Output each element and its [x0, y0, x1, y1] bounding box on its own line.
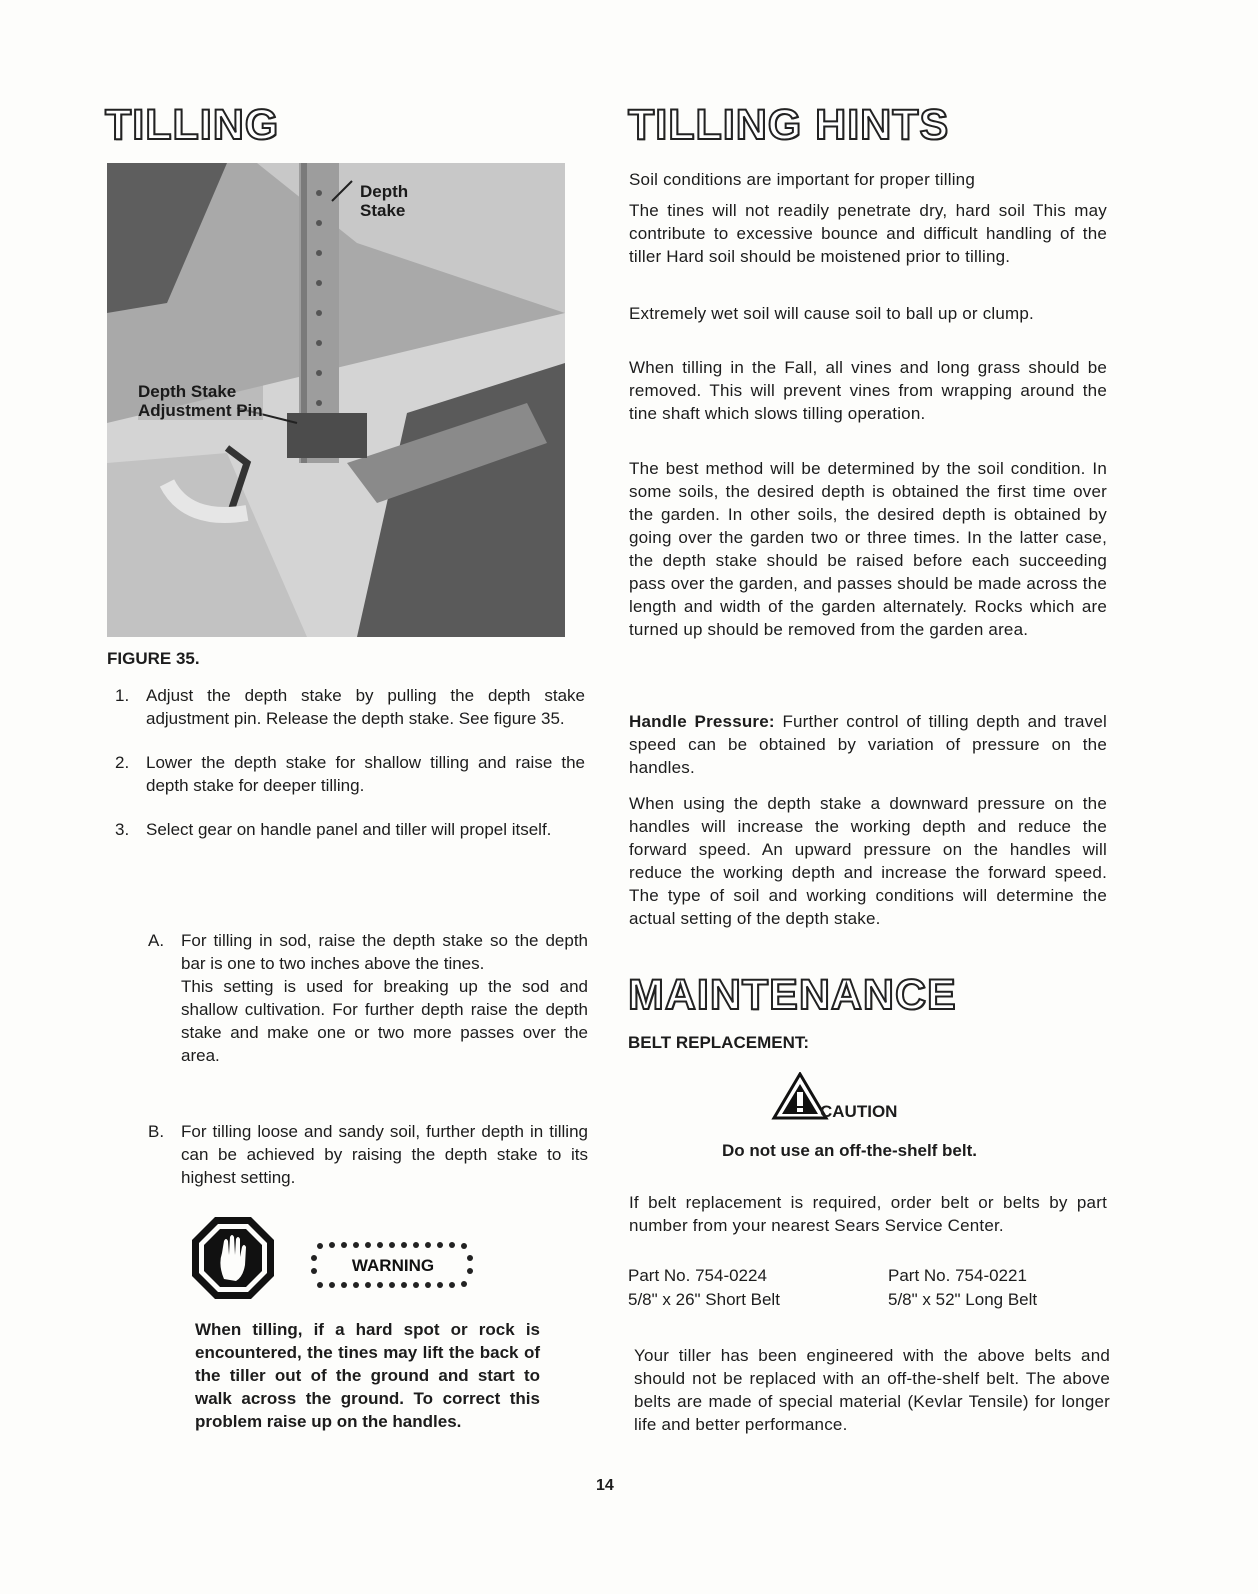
warning-label: WARNING: [351, 1256, 435, 1275]
warning-badge: [308, 1238, 478, 1292]
substep-letter: B.: [148, 1122, 165, 1141]
step-number: 3.: [115, 820, 130, 839]
part-item: [888, 1264, 1037, 1312]
tilling-steps: [115, 684, 585, 862]
belt-order-text: If belt replacement is required, order belt or belts by part number from your nearest Sears Service Center.: [629, 1193, 1107, 1235]
maintenance-title: MAINTENANCE: [628, 971, 957, 1019]
figure-caption: FIGURE 35.: [107, 649, 200, 668]
handle-pressure-paragraph: [629, 710, 1107, 779]
step-number: 1.: [115, 686, 130, 705]
part-number: Part No. 754-0224: [628, 1266, 767, 1285]
step-text: Adjust the depth stake by pulling the depth stake adjustment pin. Release the depth stake. See figure 35.: [146, 686, 585, 728]
step-2: [115, 751, 585, 797]
depth-stake-paragraph: When using the depth stake a downward pressure on the handles will increase the working depth and reduce the forward speed. An upward pressure on the handles will reduce the working depth and increase the forward speed. The type of soil and working conditions will determine the actual setting of the depth stake.: [629, 794, 1107, 928]
substep-letter: A.: [148, 931, 165, 950]
step-1: [115, 684, 585, 730]
substep-text: For tilling in sod, raise the depth stake so the depth bar is one to two inches above the tines.: [181, 931, 588, 973]
step-text: Select gear on handle panel and tiller will propel itself.: [146, 820, 552, 839]
caution-label: CAUTION: [820, 1102, 898, 1121]
substep-b: [148, 1120, 588, 1189]
stop-hand-icon: [190, 1215, 276, 1301]
part-number: Part No. 754-0221: [888, 1266, 1027, 1285]
step-number: 2.: [115, 753, 130, 772]
caution-text: Do not use an off-the-shelf belt.: [722, 1141, 977, 1160]
warning-text: When tilling, if a hard spot or rock is encountered, the tines may lift the back of the tiller out of the ground and start to walk across the ground. To correct this problem raise up on the handles.: [195, 1320, 540, 1431]
belt-replacement-heading: BELT REPLACEMENT:: [628, 1033, 810, 1052]
step-3: [115, 818, 585, 841]
part-description: 5/8" x 26" Short Belt: [628, 1290, 780, 1309]
hints-paragraph-3: Extremely wet soil will cause soil to ball up or clump.: [629, 304, 1034, 323]
tilling-title: TILLING: [105, 101, 280, 149]
tilling-hints-title: TILLING HINTS: [628, 101, 950, 149]
hints-paragraph-5: The best method will be determined by the soil condition. In some soils, the desired depth is obtained the first time over the garden. In other soils, the desired depth is obtained by going over the garden two or three times. In the latter case, the depth stake should be raised before each succeeding pass over the garden, and passes should be made across the length and width of the garden alternately. Rocks which are turned up should be removed from the garden area.: [629, 459, 1107, 639]
depth-stake-label: Depth Stake: [360, 182, 409, 220]
step-text: Lower the depth stake for shallow tilling and raise the depth stake for deeper tilling.: [146, 753, 585, 795]
page-number: 14: [596, 1477, 614, 1494]
adjustment-pin-label: Depth Stake Adjustment Pin: [138, 382, 263, 420]
handle-pressure-label: Handle Pressure:: [629, 712, 775, 731]
hints-paragraph-4: When tilling in the Fall, all vines and long grass should be removed. This will prevent vines from wrapping around the tine shaft which slows tilling operation.: [629, 358, 1107, 423]
figure-35-photo: [107, 163, 565, 637]
substep-text-continued: This setting is used for breaking up the sod and shallow cultivation. For further depth raise the depth stake and make one or two more passes over the area.: [181, 977, 588, 1065]
part-item: [628, 1264, 780, 1312]
engineered-paragraph: Your tiller has been engineered with the above belts and should not be replaced with an off-the-shelf belt. The above belts are made of special material (Kevlar Tensile) for longer life and better performance.: [634, 1346, 1110, 1434]
handle-pressure-text: Further control of tilling depth and travel speed can be obtained by variation of pressure on the handles.: [629, 712, 1107, 777]
substep-text: For tilling loose and sandy soil, further depth in tilling can be achieved by raising the depth stake to its highest setting.: [181, 1122, 588, 1187]
hints-paragraph-1: Soil conditions are important for proper tilling: [629, 170, 975, 189]
part-description: 5/8" x 52" Long Belt: [888, 1290, 1038, 1309]
substep-a: [148, 929, 588, 1067]
hints-paragraph-2: The tines will not readily penetrate dry, hard soil This may contribute to excessive bounce and difficult handling of the tiller Hard soil should be moistened prior to tilling.: [629, 201, 1107, 266]
